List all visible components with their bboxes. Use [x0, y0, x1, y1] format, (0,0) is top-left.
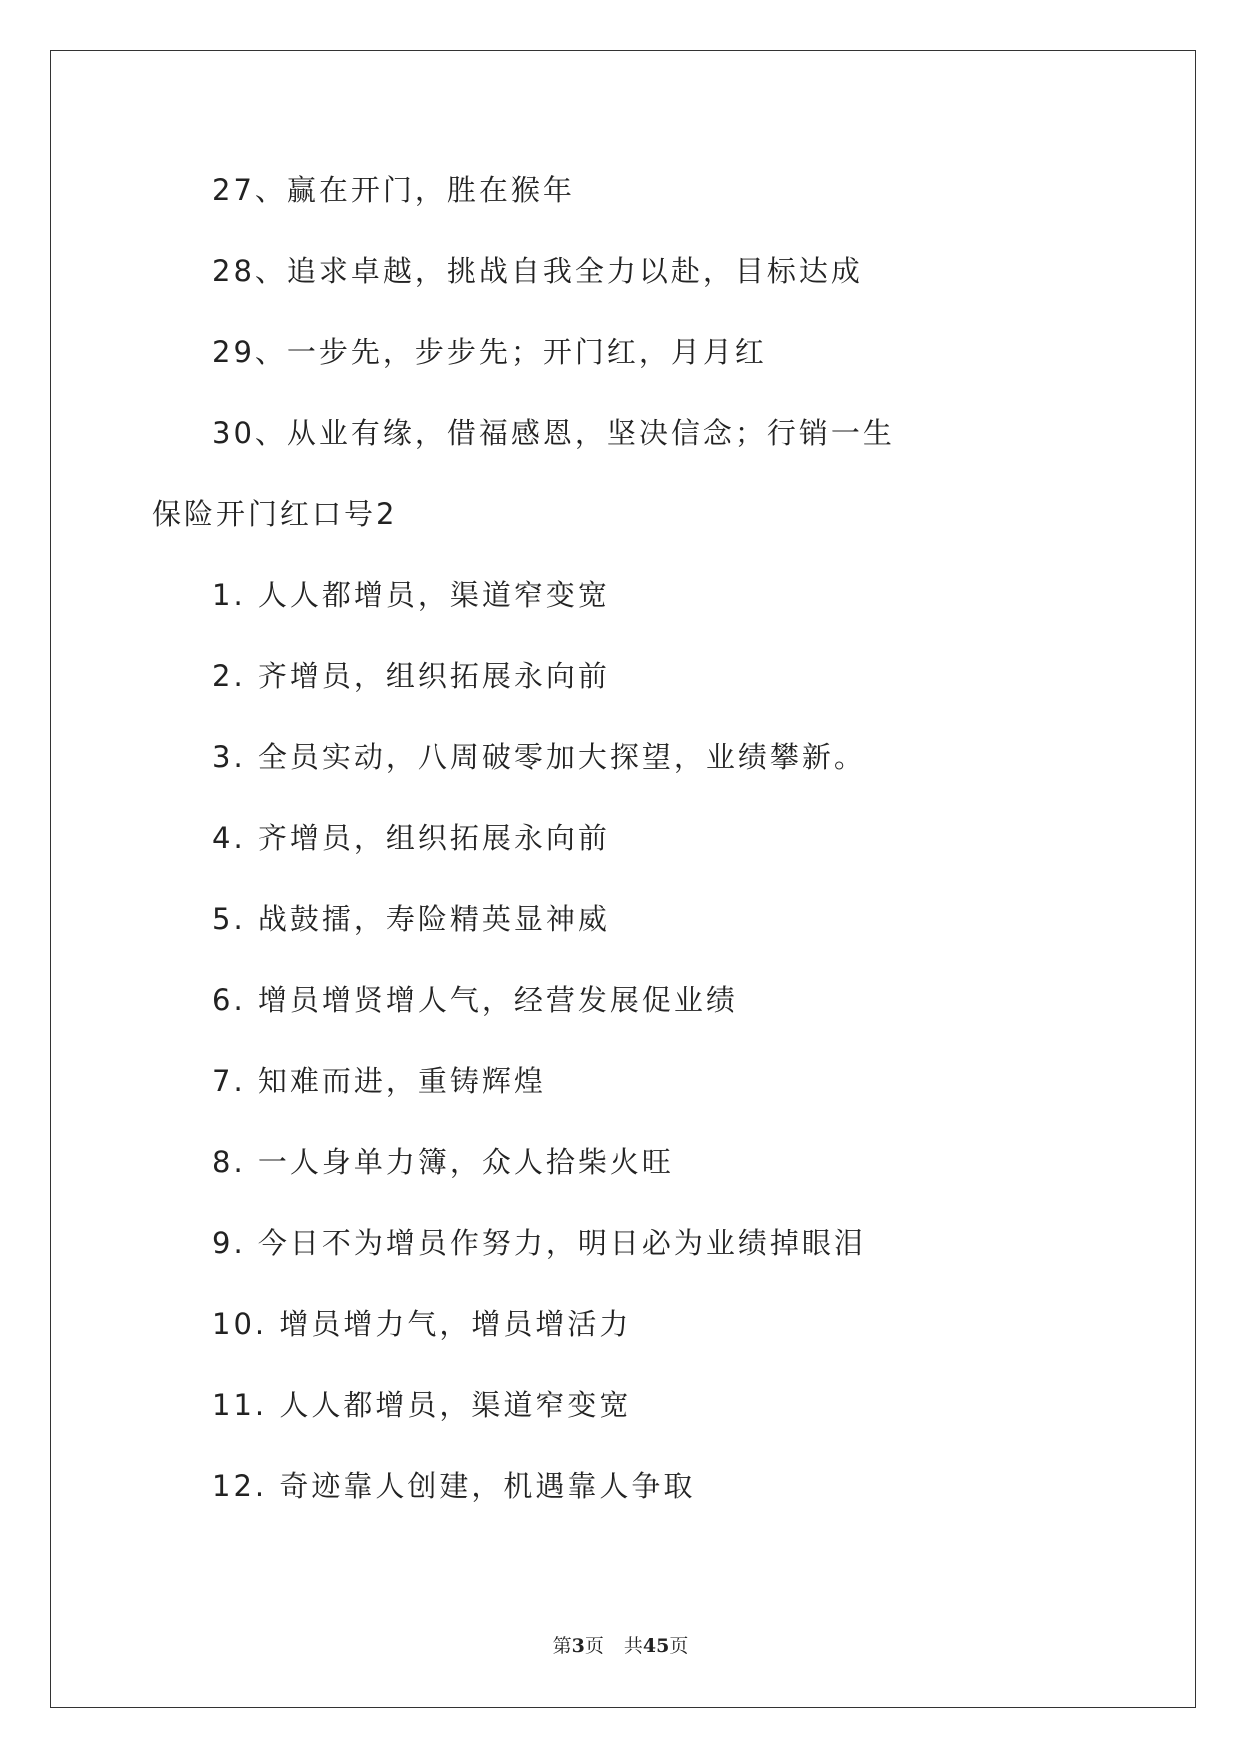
total-pages-number: 45	[642, 1635, 670, 1657]
slogan-line-8: 8. 一人身单力簿，众人拾柴火旺	[212, 1145, 674, 1179]
current-page-number: 3	[571, 1635, 585, 1657]
slogan-line-4: 4. 齐增员，组织拓展永向前	[212, 821, 610, 855]
slogan-line-5: 5. 战鼓擂，寿险精英显神威	[212, 902, 610, 936]
slogan-line-2: 2. 齐增员，组织拓展永向前	[212, 659, 610, 693]
slogan-line-9: 9. 今日不为增员作努力，明日必为业绩掉眼泪	[212, 1226, 866, 1260]
footer-total-prefix: 共	[623, 1635, 643, 1657]
slogan-line-12: 12. 奇迹靠人创建，机遇靠人争取	[212, 1469, 696, 1503]
footer-page-word: 页	[584, 1635, 604, 1657]
slogan-line-10: 10. 增员增力气，增员增活力	[212, 1307, 632, 1341]
section-heading: 保险开门红口号2	[152, 497, 398, 531]
footer-prefix: 第	[552, 1635, 572, 1657]
slogan-line-11: 11. 人人都增员，渠道窄变宽	[212, 1388, 632, 1422]
page-frame	[50, 50, 1196, 1708]
slogan-line-3: 3. 全员实动，八周破零加大探望，业绩攀新。	[212, 740, 866, 774]
footer-total-suffix: 页	[669, 1635, 689, 1657]
slogan-line-1: 1. 人人都增员，渠道窄变宽	[212, 578, 610, 612]
slogan-line-28: 28、追求卓越，挑战自我全力以赴，目标达成	[212, 254, 863, 288]
slogan-line-7: 7. 知难而进，重铸辉煌	[212, 1064, 546, 1098]
page-footer	[0, 1631, 1241, 1658]
slogan-line-29: 29、一步先，步步先；开门红，月月红	[212, 335, 767, 369]
slogan-line-6: 6. 增员增贤增人气，经营发展促业绩	[212, 983, 738, 1017]
slogan-line-30: 30、从业有缘，借福感恩，坚决信念；行销一生	[212, 416, 895, 450]
slogan-line-27: 27、赢在开门，胜在猴年	[212, 173, 575, 207]
